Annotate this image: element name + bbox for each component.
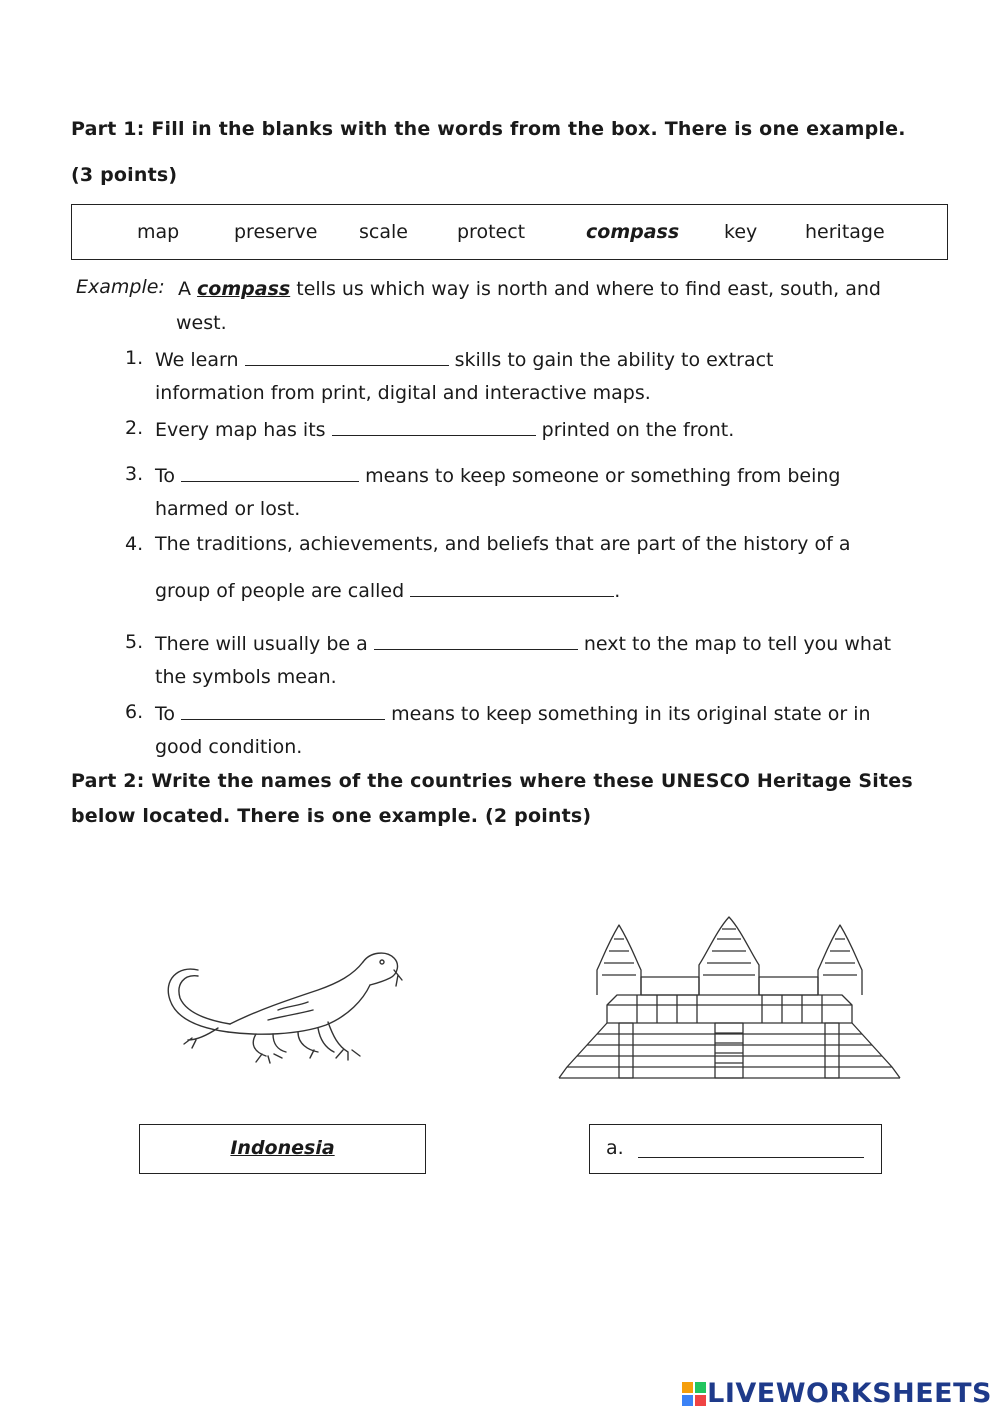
example-answer: compass [197, 278, 291, 300]
question-2 [155, 417, 734, 441]
answer-blank-3[interactable] [181, 463, 359, 482]
answer-box-a [589, 1124, 882, 1174]
word-bank [71, 204, 948, 260]
question-5 [155, 631, 891, 655]
word-bank-item: compass [586, 221, 680, 243]
example-post: tells us which way is north and where to find east, south, and [296, 278, 881, 300]
question-number: 3. [125, 463, 144, 485]
question-3 [155, 463, 840, 487]
question-6-line2: good condition. [155, 736, 303, 758]
country-answer-input-a[interactable] [638, 1139, 864, 1158]
part2-heading-line2: below located. There is one example. (2 points) [71, 805, 592, 827]
question-5-line2: the symbols mean. [155, 666, 337, 688]
question-post: means to keep something in its original state or in [391, 703, 871, 725]
example-line2: west. [176, 312, 227, 334]
word-bank-item: heritage [805, 221, 885, 243]
question-number: 2. [125, 417, 144, 439]
question-3-line2: harmed or lost. [155, 498, 301, 520]
word-bank-item: scale [359, 221, 408, 243]
question-post: skills to gain the ability to extract [454, 349, 774, 371]
word-bank-item: key [724, 221, 758, 243]
question-pre: To [155, 465, 176, 487]
example-label: Example: [76, 276, 165, 298]
example-country-answer: Indonesia [230, 1137, 335, 1159]
answer-blank-1[interactable] [245, 347, 449, 366]
komodo-dragon-illustration [158, 940, 403, 1065]
example-sentence [178, 278, 881, 300]
answer-blank-4[interactable] [410, 578, 614, 597]
question-pre: group of people are called [155, 580, 405, 602]
answer-blank-6[interactable] [181, 701, 385, 720]
question-number: 6. [125, 701, 144, 723]
question-number: 1. [125, 347, 144, 369]
word-bank-item: map [137, 221, 180, 243]
question-pre: To [155, 703, 176, 725]
question-number: 4. [125, 533, 144, 555]
question-4-line2 [155, 578, 620, 602]
part1-heading: Part 1: Fill in the blanks with the words from the box. There is one example. [71, 118, 906, 140]
part2-heading-line1: Part 2: Write the names of the countries where these UNESCO Heritage Sites [71, 770, 913, 792]
question-pre: We learn [155, 349, 239, 371]
logo-badge-icon [681, 1381, 707, 1407]
question-post: next to the map to tell you what [583, 633, 892, 655]
question-6 [155, 701, 871, 725]
example-pre: A [178, 278, 191, 300]
example-answer-box [139, 1124, 426, 1174]
question-1-line2: information from print, digital and interactive maps. [155, 382, 651, 404]
word-bank-item: preserve [234, 221, 318, 243]
angkor-wat-illustration [557, 915, 902, 1081]
question-4: The traditions, achievements, and beliefs that are part of the history of a [155, 533, 851, 555]
question-post: means to keep someone or something from being [365, 465, 841, 487]
answer-blank-5[interactable] [374, 631, 578, 650]
question-post: . [614, 580, 621, 602]
question-pre: There will usually be a [155, 633, 368, 655]
liveworksheets-logo [681, 1378, 992, 1409]
part1-points: (3 points) [71, 164, 178, 186]
question-pre: Every map has its [155, 419, 326, 441]
answer-blank-2[interactable] [332, 417, 536, 436]
logo-text: LIVEWORKSHEETS [707, 1378, 992, 1409]
question-1 [155, 347, 774, 371]
question-number: 5. [125, 631, 144, 653]
word-bank-item: protect [457, 221, 526, 243]
item-a-label: a. [606, 1137, 624, 1159]
question-post: printed on the front. [541, 419, 735, 441]
